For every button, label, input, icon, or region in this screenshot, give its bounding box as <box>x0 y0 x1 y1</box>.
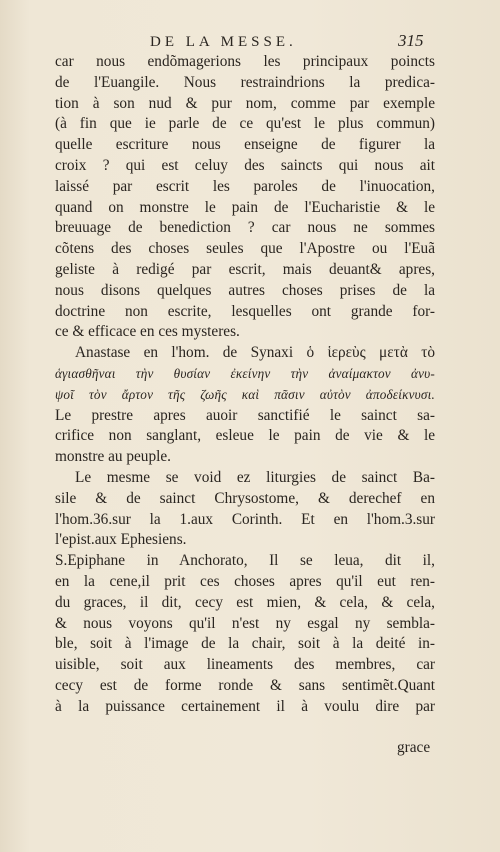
text-line: crifice non sanglant, esleue le pain de vie & le <box>55 427 435 445</box>
text-line: cecy est de forme ronde & sans sentimẽt.Quant <box>55 676 435 694</box>
text-line: ce & efficace en ces mysteres. <box>55 323 240 341</box>
text-line: uisible, soit aux lineaments des membres, car <box>55 656 435 674</box>
greek-line: ἁγιασθῆναι τὴν θυσίαν ἐκείνην τὴν ἀναίμακτον ἀνυ- <box>55 365 435 381</box>
text-line: l'epist.aux Ephesiens. <box>55 531 187 549</box>
text-line: à la puissance certainement il à voulu dire par <box>55 697 435 715</box>
greek-line: ψοῖ τὸν ἄρτον τῆς ζωῆς καὶ πᾶσιν αὐτὸν ἀποδείκνυσι. <box>55 386 435 402</box>
text-line: ble, soit à l'image de la chair, soit à la deité in- <box>55 635 435 653</box>
text-line: quand on monstre le pain de l'Eucharistie & le <box>55 198 435 216</box>
text-line: Le mesme se void ez liturgies de sainct Ba- <box>75 468 435 486</box>
text-line: de l'Euangile. Nous restraindrions la predica- <box>55 73 435 91</box>
text-line: laissé par escrit les paroles de l'inuocation, <box>55 177 435 195</box>
text-line: geliste à redigé par escrit, mais deuant& apres, <box>55 260 435 278</box>
catchword: grace <box>397 739 431 756</box>
text-line: breuuage de benediction ? car nous ne sommes <box>55 219 435 237</box>
text-line: doctrine non escrite, lesquelles ont grande for- <box>55 302 435 320</box>
text-line: du graces, il dit, cecy est mien, & cela, & cela, <box>55 593 435 611</box>
text-line: cõtens des choses seules que l'Apostre ou l'Euã <box>55 240 435 258</box>
text-line: & nous voyons qu'il n'est ny esgal ny sembla- <box>55 614 435 632</box>
text-line: S.Epiphane in Anchorato, Il se leua, dit il, <box>55 552 435 570</box>
text-line: en la cene,il prit ces choses apres qu'il eut ren- <box>55 572 435 590</box>
text-line: quelle escriture nous enseigne de figurer la <box>55 136 435 154</box>
text-line: sile & de sainct Chrysostome, & derechef en <box>55 489 435 507</box>
page-number: 315 <box>398 31 424 50</box>
text-line: (à fin que ie parle de ce qu'est le plus commun) <box>55 115 435 133</box>
text-line: car nous endõmagerions les principaux poincts <box>55 53 435 70</box>
text-line: monstre au peuple. <box>55 448 171 466</box>
text-line: tion à son nud & pur nom, comme par exemple <box>55 94 435 112</box>
text-line: croix ? qui est celuy des saincts qui nous ait <box>55 156 435 174</box>
text-line: Anastase en l'hom. de Synaxi ὁ ἱερεὺς μετὰ τὸ <box>75 344 435 362</box>
text-line: l'hom.36.sur la 1.aux Corinth. Et en l'hom.3.sur <box>55 510 435 528</box>
text-line: nous disons quelques autres choses prises de la <box>55 281 435 299</box>
running-title: DE LA MESSE. <box>150 34 297 50</box>
body-text <box>55 52 435 718</box>
text-line: Le prestre apres auoir sanctifié le sainct sa- <box>55 406 435 424</box>
